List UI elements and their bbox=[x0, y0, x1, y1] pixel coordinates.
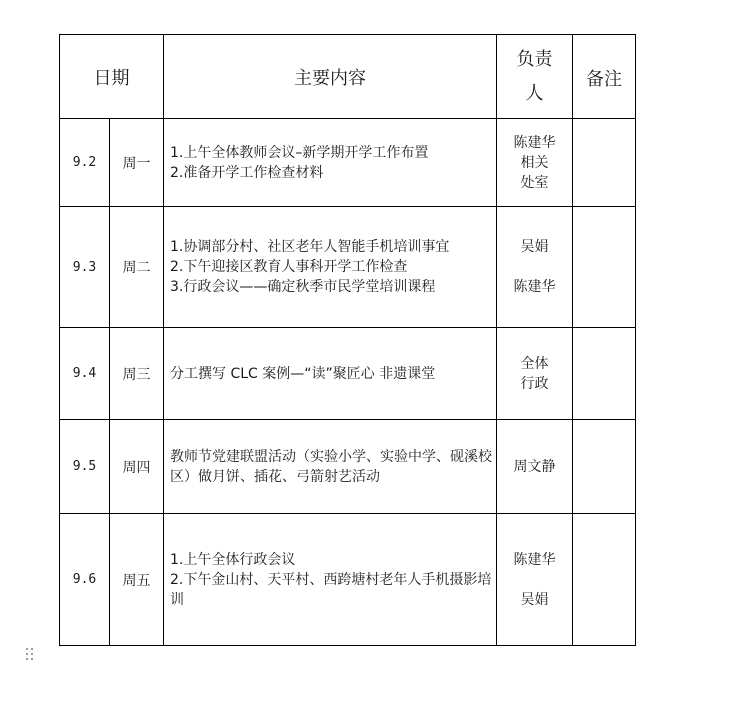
responsible-line: 陈建华 bbox=[513, 134, 556, 151]
responsible-line: 陈建华 bbox=[513, 279, 556, 295]
row-date: 9.6 bbox=[60, 514, 110, 646]
row-notes bbox=[573, 207, 636, 328]
row-responsible bbox=[497, 119, 573, 207]
table-row bbox=[60, 420, 636, 514]
content-line: 分工撰写 CLC 案例—“读”聚匠心 非遗课堂 bbox=[170, 365, 436, 382]
row-notes bbox=[573, 328, 636, 420]
responsible-line: 处室 bbox=[520, 174, 549, 191]
row-content bbox=[164, 514, 497, 646]
row-content bbox=[164, 328, 497, 420]
responsible-line: 全体 bbox=[520, 355, 549, 372]
responsible-line: 周文静 bbox=[513, 458, 556, 475]
content-line: 教师节党建联盟活动（实验小学、实验中学、砚溪校区）做月饼、插花、弓箭射艺活动 bbox=[170, 448, 492, 485]
table-row bbox=[60, 207, 636, 328]
content-line: 1.协调部分村、社区老年人智能手机培训事宜 bbox=[170, 239, 450, 255]
header-notes: 备注 bbox=[573, 35, 636, 119]
row-responsible bbox=[497, 207, 573, 328]
row-content bbox=[164, 207, 497, 328]
table-row bbox=[60, 328, 636, 420]
row-weekday: 周三 bbox=[110, 328, 164, 420]
row-weekday: 周五 bbox=[110, 514, 164, 646]
header-responsible bbox=[497, 35, 573, 119]
table-row bbox=[60, 119, 636, 207]
row-date: 9.4 bbox=[60, 328, 110, 420]
row-content bbox=[164, 119, 497, 207]
header-responsible-line2: 人 bbox=[525, 82, 544, 104]
responsible-line: 相关 bbox=[520, 154, 549, 171]
row-date: 9.2 bbox=[60, 119, 110, 207]
responsible-line: 陈建华 bbox=[513, 551, 556, 568]
row-date: 9.3 bbox=[60, 207, 110, 328]
content-line: 2.下午金山村、天平村、西跨塘村老年人手机摄影培训 bbox=[170, 571, 492, 608]
content-line: 3.行政会议——确定秋季市民学堂培训课程 bbox=[170, 279, 436, 295]
header-responsible-line1: 负责 bbox=[516, 48, 553, 70]
header-row bbox=[60, 35, 636, 119]
content-line: 1.上午全体教师会议–新学期开学工作布置 bbox=[170, 144, 429, 161]
content-line: 1.上午全体行政会议 bbox=[170, 551, 296, 568]
drag-handle-icon[interactable] bbox=[26, 648, 36, 662]
responsible-line: 吴娟 bbox=[520, 239, 549, 255]
row-weekday: 周二 bbox=[110, 207, 164, 328]
row-weekday: 周一 bbox=[110, 119, 164, 207]
content-line: 2.准备开学工作检查材料 bbox=[170, 164, 324, 181]
row-notes bbox=[573, 119, 636, 207]
row-notes bbox=[573, 514, 636, 646]
content-line: 2.下午迎接区教育人事科开学工作检查 bbox=[170, 259, 408, 275]
row-notes bbox=[573, 420, 636, 514]
responsible-line: 吴娟 bbox=[520, 591, 549, 608]
row-responsible bbox=[497, 420, 573, 514]
row-responsible bbox=[497, 328, 573, 420]
weekly-schedule-table bbox=[59, 34, 636, 646]
row-weekday: 周四 bbox=[110, 420, 164, 514]
row-date: 9.5 bbox=[60, 420, 110, 514]
header-content: 主要内容 bbox=[164, 35, 497, 119]
responsible-line: 行政 bbox=[520, 375, 549, 392]
table-row bbox=[60, 514, 636, 646]
row-responsible bbox=[497, 514, 573, 646]
row-content bbox=[164, 420, 497, 514]
header-date: 日期 bbox=[60, 35, 164, 119]
